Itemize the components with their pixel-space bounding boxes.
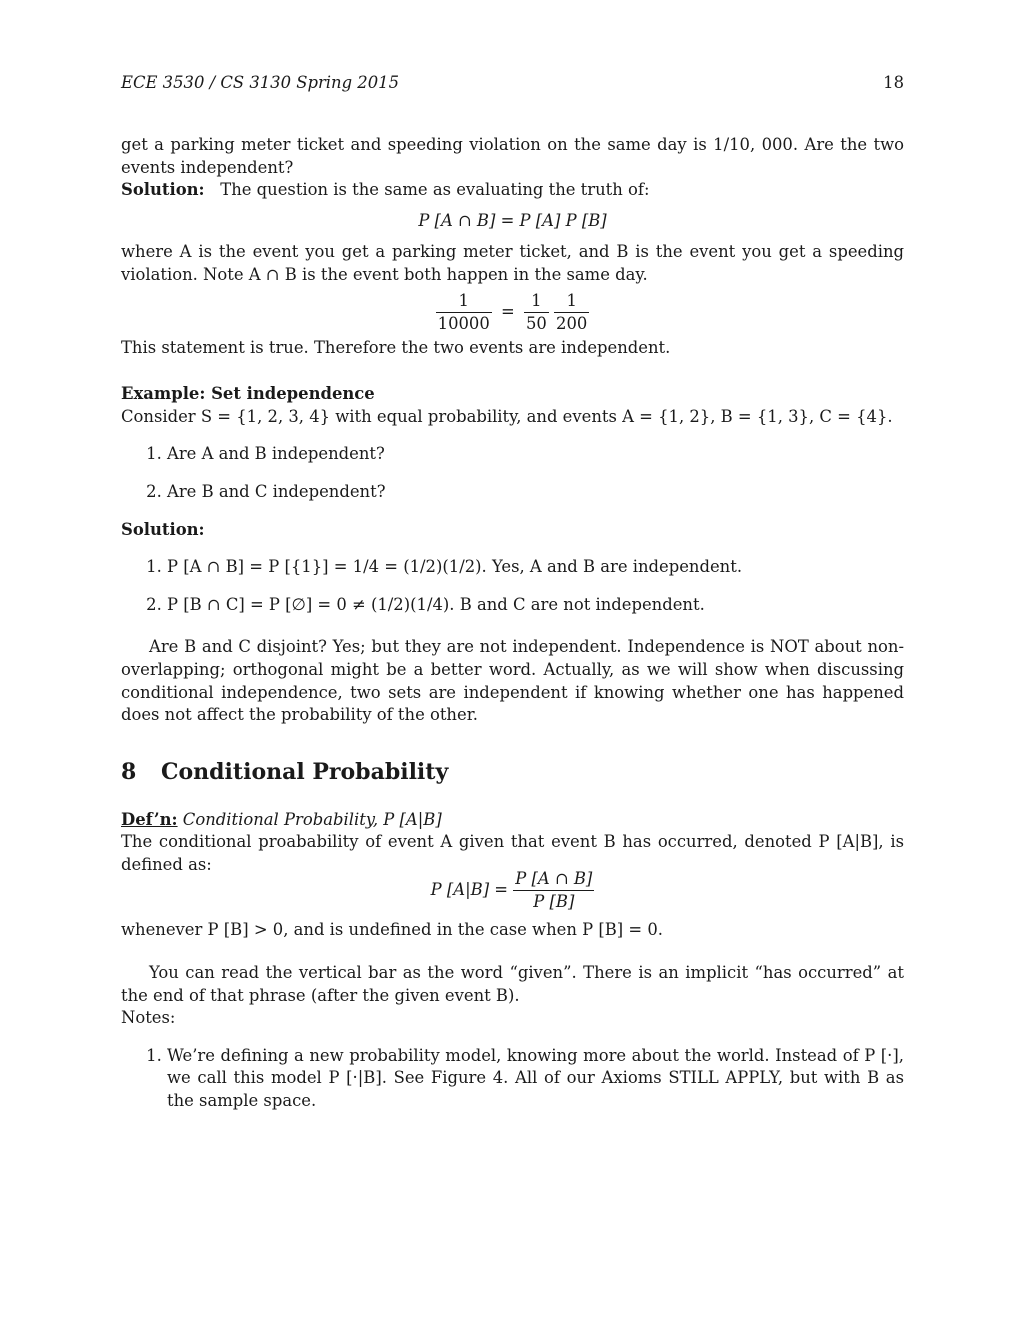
equation-text: P [A ∩ B] = P [A] P [B] — [418, 210, 607, 230]
definition-heading — [121, 809, 904, 832]
list-item: 2. P [B ∩ C] = P [∅] = 0 ≠ (1/2)(1/4). B and C are not independent. — [167, 594, 904, 617]
conditional-fraction-numerator: P [A ∩ B] — [513, 868, 594, 891]
intro-paragraph: get a parking meter ticket and speeding violation on the same day is 1/10, 000. Are the two events independent? — [121, 135, 904, 177]
list-item: 2. Are B and C independent? — [167, 481, 904, 504]
section-heading — [121, 757, 904, 787]
definition-title: Conditional Probability, P [A|B] — [182, 809, 442, 829]
fraction-lhs-numerator: 1 — [436, 290, 492, 313]
fraction-rhs-2-denominator: 200 — [556, 313, 588, 333]
page-number: 18 — [883, 73, 904, 92]
solution-label: Solution: — [121, 180, 205, 200]
fraction-lhs — [436, 290, 492, 335]
section-number: 8 — [121, 758, 137, 785]
condition-paragraph: whenever P [B] > 0, and is undefined in the case when P [B] = 0. — [121, 920, 663, 940]
list-item: 1. P [A ∩ B] = P [{1}] = 1/4 = (1/2)(1/2). Yes, A and B are independent. — [167, 556, 904, 579]
conditional-fraction — [513, 868, 594, 913]
events-definition-paragraph: where A is the event you get a parking meter ticket, and B is the event you get a speeding violation. Note A ∩ B is the event both happen in the same day. — [121, 242, 904, 284]
example-text: Consider S = {1, 2, 3, 4} with equal probability, and events A = {1, 2}, B = {1, 3}, C = {4}. — [121, 406, 893, 426]
fraction-rhs-2 — [554, 290, 589, 335]
conditional-fraction-denominator: P [B] — [533, 892, 575, 912]
solution-text: The question is the same as evaluating the truth of: — [220, 180, 650, 200]
list-item: 1. We’re defining a new probability model, knowing more about the world. Instead of P [·], we call this model P [·|B]. See Figure 4. All of our Axioms STILL APPLY, but with B as the sample space. — [167, 1045, 904, 1113]
equation-lhs: P [A|B] = — [430, 880, 509, 900]
course-title: ECE 3530 / CS 3130 Spring 2015 — [121, 73, 400, 92]
notes-list — [121, 1045, 904, 1113]
notes-label: Notes: — [121, 1008, 176, 1028]
section-title: Conditional Probability — [161, 758, 449, 785]
conclusion-paragraph: This statement is true. Therefore the two events are independent. — [121, 337, 671, 357]
fraction-rhs-1-denominator: 50 — [525, 313, 547, 333]
given-paragraph: You can read the vertical bar as the word “given”. There is an implicit “has occurred” at the end of that phrase (after the given event B). — [121, 963, 904, 1005]
answer-list — [121, 556, 904, 616]
list-item: 1. Are A and B independent? — [167, 443, 904, 466]
definition-text: The conditional proabability of event A given that event B has occurred, denoted P [A|B], is defined as: — [121, 832, 904, 874]
discussion-paragraph: Are B and C disjoint? Yes; but they are not independent. Independence is NOT about non-overlapping; orthogonal might be a better word. Actually, as we will show when discussing conditional independence, two sets are independent if knowing whether one has happened does not affect the probability of the other. — [121, 637, 904, 725]
page-header — [121, 72, 904, 96]
question-list — [121, 443, 904, 503]
fraction-rhs-2-numerator: 1 — [554, 290, 589, 313]
example-solution-label: Solution: — [121, 519, 205, 539]
fraction-lhs-denominator: 10000 — [437, 313, 490, 333]
fraction-rhs-1 — [524, 290, 549, 335]
example-title: Example: Set independence — [121, 384, 375, 404]
conditional-probability-equation — [121, 868, 904, 913]
document-page — [121, 72, 904, 1128]
definition-label: Def’n: — [121, 809, 178, 829]
fraction-equation — [121, 290, 904, 335]
equation-independence — [121, 210, 904, 233]
solution-line — [121, 179, 904, 202]
fraction-rhs-1-numerator: 1 — [524, 290, 549, 313]
equals-sign: = — [501, 301, 515, 321]
